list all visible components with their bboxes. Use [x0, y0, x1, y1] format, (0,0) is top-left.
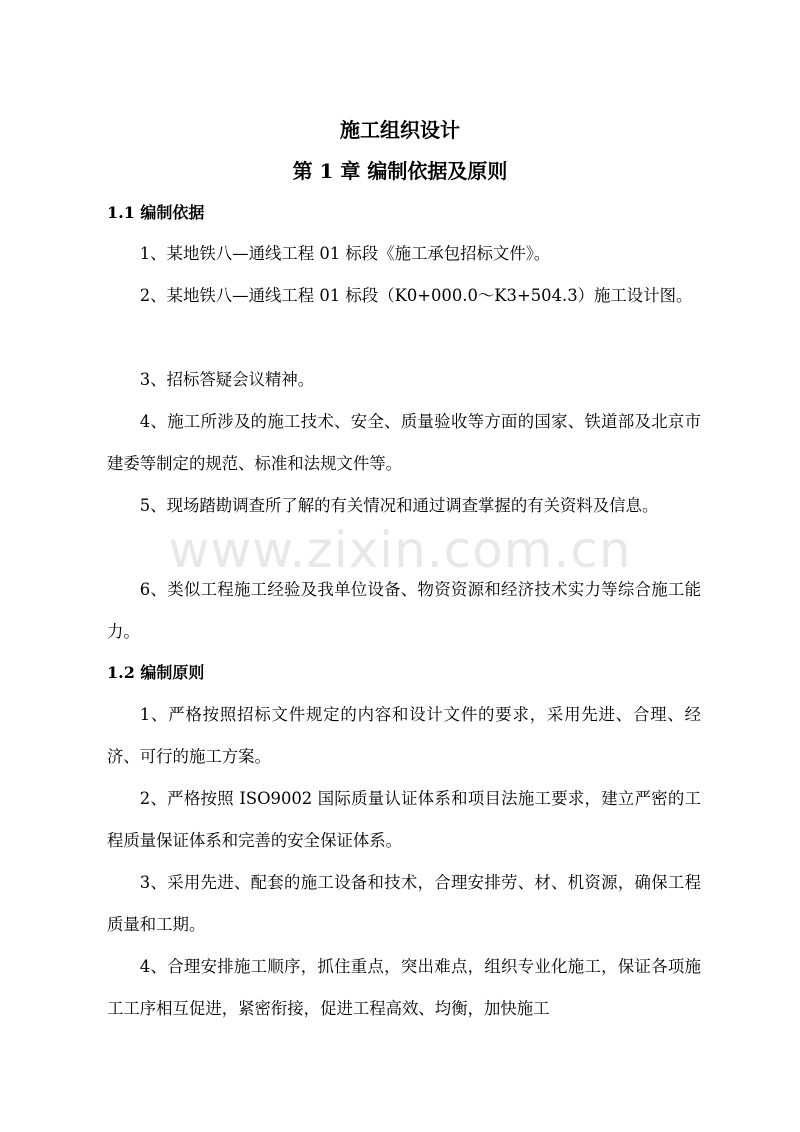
paragraph-principle-1: 1、严格按照招标文件规定的内容和设计文件的要求，采用先进、合理、经济、可行的施工方案。 [107, 705, 701, 766]
document-title: 施工组织设计 [340, 118, 460, 142]
watermark: www.zixin.com.cn [168, 521, 632, 579]
paragraph-principle-2: 2、严格按照 ISO9002 国际质量认证体系和项目法施工要求，建立严密的工程质量保证体系和完善的安全保证体系。 [107, 789, 701, 850]
paragraph-basis-5: 5、现场踏勘调查所了解的有关情况和通过调查掌握的有关资料及信息。 [139, 496, 659, 515]
paragraph-principle-3: 3、采用先进、配套的施工设备和技术，合理安排劳、材、机资源，确保工程质量和工期。 [107, 873, 701, 934]
paragraph-basis-2: 2、某地铁八—通线工程 01 标段（K0+000.0～K3+504.3）施工设计图。 [139, 286, 693, 305]
paragraph-basis-6: 6、类似工程施工经验及我单位设备、物资资源和经济技术实力等综合施工能力。 [107, 580, 701, 641]
section-heading-1-1: 1.1 编制依据 [107, 203, 205, 222]
chapter-title: 第 1 章 编制依据及原则 [292, 159, 508, 183]
paragraph-basis-4: 4、施工所涉及的施工技术、安全、质量验收等方面的国家、铁道部及北京市建委等制定的规范、标准和法规文件等。 [107, 412, 701, 473]
section-heading-1-2: 1.2 编制原则 [107, 663, 205, 682]
paragraph-basis-3: 3、招标答疑会议精神。 [139, 370, 315, 389]
paragraph-principle-4: 4、合理安排施工顺序，抓住重点，突出难点，组织专业化施工，保证各项施工工序相互促进，紧密衔接，促进工程高效、均衡，加快施工 [107, 957, 701, 1018]
paragraph-basis-1: 1、某地铁八—通线工程 01 标段《施工承包招标文件》。 [139, 244, 551, 263]
